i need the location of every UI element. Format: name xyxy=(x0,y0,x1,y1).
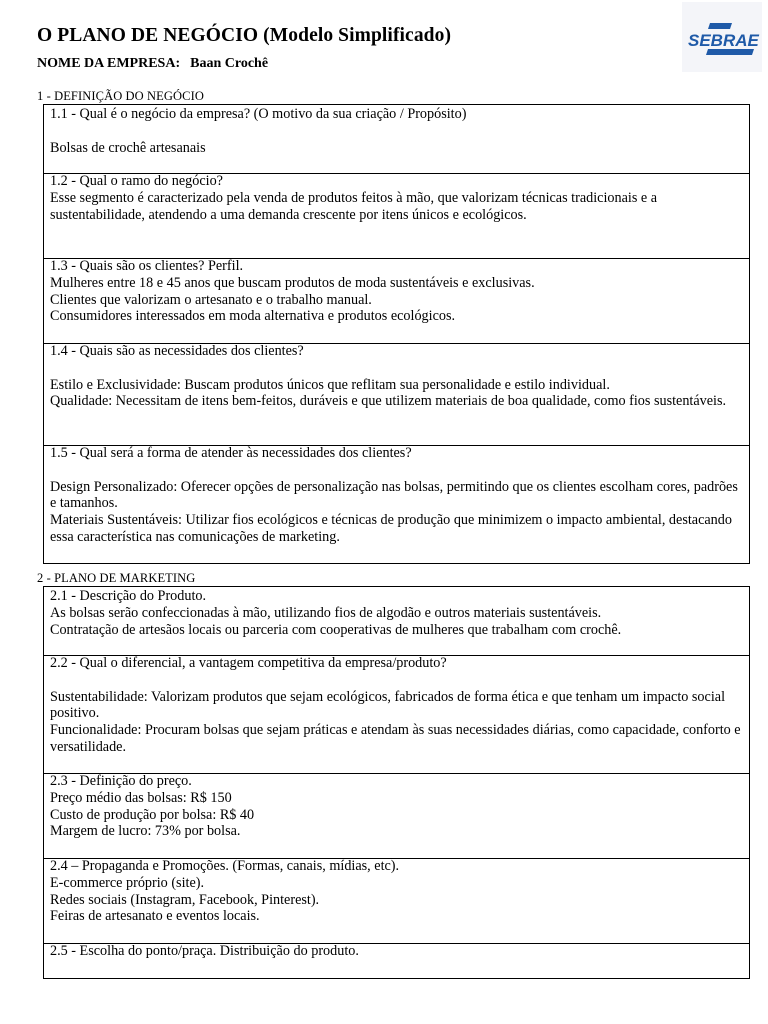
answer-line: Custo de produção por bolsa: R$ 40 xyxy=(50,806,255,823)
question-box-1-1 xyxy=(43,104,750,174)
sebrae-logo-text: SEBRAE xyxy=(688,31,759,50)
question-label: 1.2 - Qual o ramo do negócio? xyxy=(50,173,223,189)
question-label: 1.5 - Qual será a forma de atender às necessidades dos clientes? xyxy=(50,445,412,461)
question-box-2-3 xyxy=(43,772,750,859)
company-name: Baan Crochê xyxy=(190,56,269,71)
document-title: O PLANO DE NEGÓCIO (Modelo Simplificado) xyxy=(37,25,452,46)
answer-paragraph: Funcionalidade: Procuram bolsas que sejam práticas e atendam às suas necessidades diárias, como capacidade, conforto e versatilidade. xyxy=(50,722,741,755)
question-box-2-5 xyxy=(43,942,750,979)
question-box-1-3 xyxy=(43,257,750,344)
question-box-2-4 xyxy=(43,857,750,944)
question-box-1-5 xyxy=(43,444,750,564)
question-box-1-4 xyxy=(43,342,750,446)
question-label: 2.2 - Qual o diferencial, a vantagem competitiva da empresa/produto? xyxy=(50,655,447,671)
sebrae-logo-mark xyxy=(682,2,762,72)
question-label: 1.4 - Quais são as necessidades dos clientes? xyxy=(50,343,304,359)
answer-paragraph: Qualidade: Necessitam de itens bem-feitos, duráveis e que utilizem materiais de boa qualidade, como fios sustentáveis. xyxy=(50,393,727,410)
answer-line: Mulheres entre 18 e 45 anos que buscam produtos de moda sustentáveis e exclusivas. xyxy=(50,274,535,291)
answer-text: Esse segmento é caracterizado pela venda de produtos feitos à mão, que valorizam técnicas tradicionais e a sustentabilidade, atendendo a uma demanda crescente por itens únicos e ecológicos. xyxy=(50,189,658,223)
company-line xyxy=(37,56,268,72)
question-label: 2.4 – Propaganda e Promoções. (Formas, canais, mídias, etc). xyxy=(50,858,400,874)
company-label: NOME DA EMPRESA: xyxy=(37,56,181,71)
section-heading-marketing-plan: 2 - PLANO DE MARKETING xyxy=(37,571,196,585)
answer-paragraph: Design Personalizado: Oferecer opções de personalização nas bolsas, permitindo que os clientes escolham cores, padrões e tamanhos. xyxy=(50,478,738,512)
answer-line: Redes sociais (Instagram, Facebook, Pinterest). xyxy=(50,891,320,908)
answer-line: Margem de lucro: 73% por bolsa. xyxy=(50,823,241,840)
answer-line: E-commerce próprio (site). xyxy=(50,874,205,891)
answer-paragraph: Estilo e Exclusividade: Buscam produtos únicos que reflitam sua personalidade e estilo individual. xyxy=(50,376,610,393)
question-label: 2.5 - Escolha do ponto/praça. Distribuição do produto. xyxy=(50,943,359,959)
question-box-2-1 xyxy=(43,586,750,656)
question-box-2-2 xyxy=(43,654,750,774)
question-box-1-2 xyxy=(43,172,750,259)
question-label: 2.3 - Definição do preço. xyxy=(50,773,192,789)
answer-line: Clientes que valorizam o artesanato e o trabalho manual. xyxy=(50,291,372,308)
question-label: 1.3 - Quais são os clientes? Perfil. xyxy=(50,258,244,274)
section-heading-business-definition: 1 - DEFINIÇÃO DO NEGÓCIO xyxy=(37,89,204,103)
answer-line: Feiras de artesanato e eventos locais. xyxy=(50,908,260,925)
answer-line: Preço médio das bolsas: R$ 150 xyxy=(50,789,232,806)
answer-line: As bolsas serão confeccionadas à mão, utilizando fios de algodão e outros materiais sustentáveis. xyxy=(50,604,602,621)
answer-paragraph: Sustentabilidade: Valorizam produtos que sejam ecológicos, fabricados de forma ética e que tenham um impacto social positivo. xyxy=(50,688,726,722)
answer-text: Bolsas de crochê artesanais xyxy=(50,139,206,156)
answer-paragraph: Materiais Sustentáveis: Utilizar fios ecológicos e técnicas de produção que minimizem o impacto ambiental, destacando essa característica nas comunicações de marketing. xyxy=(50,512,732,545)
answer-line: Contratação de artesãos locais ou parceria com cooperativas de mulheres que trabalham com crochê. xyxy=(50,621,622,638)
question-label: 2.1 - Descrição do Produto. xyxy=(50,588,207,604)
sebrae-logo xyxy=(682,2,762,72)
question-label: 1.1 - Qual é o negócio da empresa? (O motivo da sua criação / Propósito) xyxy=(50,106,467,122)
answer-line: Consumidores interessados em moda alternativa e produtos ecológicos. xyxy=(50,308,456,325)
